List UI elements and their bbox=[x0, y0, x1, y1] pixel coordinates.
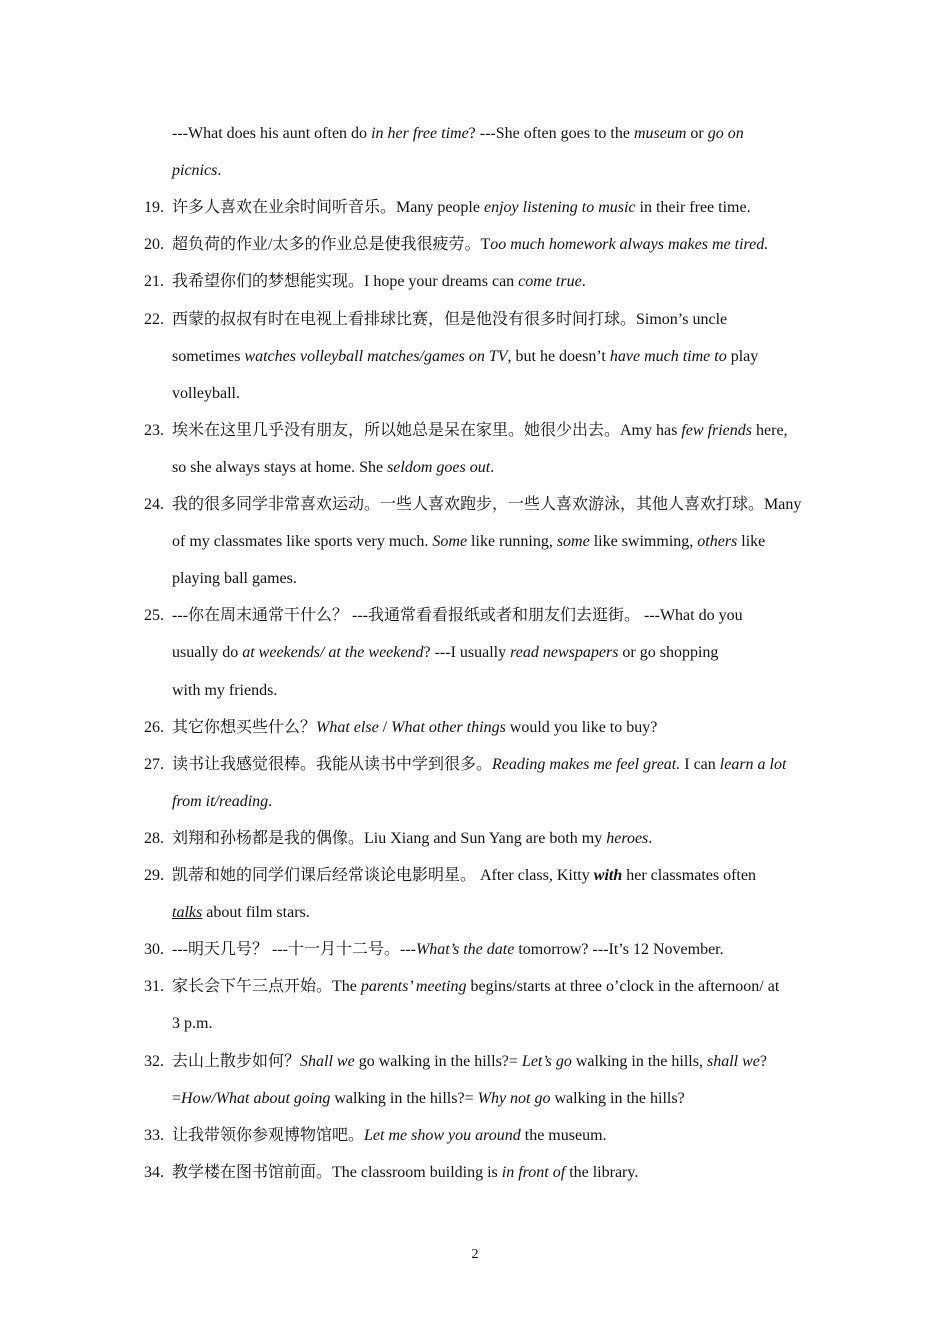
line-text bbox=[172, 894, 807, 931]
text-segment: the museum. bbox=[520, 1126, 607, 1144]
text-line bbox=[0, 301, 950, 338]
text-segment: go on bbox=[707, 125, 744, 142]
line-text bbox=[172, 375, 807, 412]
text-segment: or go shopping bbox=[618, 644, 719, 662]
text-segment: 3 p.m. bbox=[172, 1015, 213, 1033]
text-segment: come true bbox=[518, 273, 582, 291]
line-text bbox=[172, 449, 807, 486]
text-segment: others bbox=[697, 533, 738, 551]
text-segment: museum bbox=[633, 125, 687, 142]
text-line bbox=[0, 1043, 950, 1080]
text-segment: with bbox=[593, 867, 623, 884]
text-segment: ? bbox=[759, 1052, 767, 1070]
text-segment: 我的很多同学非常喜欢运动。一些人喜欢跑步，一些人喜欢游泳，其他人喜欢打球。Many bbox=[172, 496, 802, 513]
text-segment: Let’s go bbox=[521, 1052, 572, 1070]
text-segment: = bbox=[172, 1089, 182, 1107]
text-segment: ? ---I usually bbox=[423, 644, 511, 662]
text-segment: 我希望你们的梦想能实现。I hope your dreams can bbox=[172, 273, 519, 291]
text-line bbox=[0, 486, 950, 523]
text-segment: have much time to bbox=[609, 347, 727, 365]
text-segment: 其它你想买些什么？ bbox=[172, 718, 317, 736]
text-segment: What other things bbox=[391, 718, 506, 736]
text-segment: Shall we bbox=[300, 1052, 355, 1070]
line-text bbox=[172, 634, 807, 671]
text-line bbox=[0, 634, 950, 671]
item-number: 30. bbox=[144, 941, 164, 959]
text-segment: go walking in the hills?= bbox=[354, 1052, 522, 1070]
item-number: 32. bbox=[144, 1052, 164, 1070]
text-segment: walking in the hills? bbox=[550, 1089, 685, 1107]
line-text bbox=[172, 1117, 807, 1154]
text-line bbox=[0, 857, 950, 894]
text-segment: Some bbox=[432, 533, 468, 551]
line-text bbox=[172, 226, 807, 263]
line-text bbox=[172, 115, 807, 152]
text-segment: . bbox=[490, 458, 495, 476]
text-line bbox=[0, 1005, 950, 1042]
text-segment: playing ball games. bbox=[172, 570, 297, 588]
item-number: 27. bbox=[144, 755, 164, 773]
text-line bbox=[0, 338, 950, 375]
line-text bbox=[172, 263, 807, 300]
text-segment: in their free time. bbox=[635, 199, 751, 217]
text-segment: about film stars. bbox=[202, 904, 310, 922]
text-segment: begins/starts at three o’clock in the afternoon/ at bbox=[466, 978, 780, 996]
line-text bbox=[172, 152, 807, 189]
text-segment: What else bbox=[316, 718, 379, 736]
text-line bbox=[0, 263, 950, 300]
text-line bbox=[0, 672, 950, 709]
text-line bbox=[0, 783, 950, 820]
item-number: 19. bbox=[144, 199, 164, 217]
line-text bbox=[172, 301, 807, 338]
text-line bbox=[0, 115, 950, 152]
text-segment: , but he doesn’t bbox=[507, 347, 610, 365]
text-segment: 家长会下午三点开始。The bbox=[172, 978, 361, 996]
text-line bbox=[0, 152, 950, 189]
text-line bbox=[0, 375, 950, 412]
text-segment: ---明天几号？ ---十一月十二号。--- bbox=[172, 941, 416, 959]
text-line bbox=[0, 931, 950, 968]
item-number: 31. bbox=[144, 978, 164, 996]
text-line bbox=[0, 1080, 950, 1117]
line-text bbox=[172, 931, 807, 968]
text-segment: parents’ meeting bbox=[360, 978, 467, 996]
item-number: 29. bbox=[144, 867, 164, 884]
text-segment: Let me show you around bbox=[364, 1126, 521, 1144]
item-number: 24. bbox=[144, 496, 164, 513]
line-text bbox=[172, 820, 807, 857]
text-segment: 读书让我感觉很棒。我能从读书中学到很多。 bbox=[172, 755, 493, 773]
text-segment: in front of bbox=[501, 1163, 566, 1181]
text-segment: I can bbox=[680, 755, 720, 773]
text-line bbox=[0, 560, 950, 597]
line-text bbox=[172, 560, 807, 597]
text-segment: . bbox=[217, 162, 222, 180]
text-segment: of my classmates like sports very much. bbox=[172, 533, 433, 551]
line-text bbox=[172, 1043, 807, 1080]
text-segment: 去山上散步如何？ bbox=[172, 1052, 301, 1070]
text-segment: Reading makes me feel great. bbox=[492, 755, 681, 773]
text-segment: like bbox=[737, 533, 766, 551]
text-line bbox=[0, 1154, 950, 1191]
line-text bbox=[172, 746, 807, 783]
line-text bbox=[172, 968, 807, 1005]
text-segment: some bbox=[556, 533, 590, 551]
item-number: 23. bbox=[144, 421, 164, 439]
text-segment: oo much homework always makes me tired. bbox=[490, 236, 769, 254]
text-segment: enjoy listening to music bbox=[483, 199, 636, 217]
text-segment: ? ---She often goes to the bbox=[468, 125, 634, 142]
text-segment: 让我带领你参观博物馆吧。 bbox=[172, 1126, 365, 1144]
text-segment: 超负荷的作业/太多的作业总是使我很疲劳。T bbox=[172, 236, 491, 254]
line-text bbox=[172, 486, 807, 523]
item-number: 22. bbox=[144, 310, 164, 328]
text-segment: heroes bbox=[606, 829, 649, 847]
line-text bbox=[172, 338, 807, 375]
text-segment: with my friends. bbox=[172, 681, 278, 699]
text-segment: talks bbox=[172, 904, 203, 922]
text-line bbox=[0, 894, 950, 931]
text-segment: How/What about going bbox=[181, 1089, 331, 1107]
text-segment: so she always stays at home. She bbox=[172, 458, 388, 476]
text-segment: usually do bbox=[172, 644, 243, 662]
text-segment: in her free time bbox=[371, 125, 469, 142]
text-segment: Why not go bbox=[477, 1089, 551, 1107]
line-text bbox=[172, 1005, 807, 1042]
line-text bbox=[172, 1080, 807, 1117]
line-text bbox=[172, 857, 807, 894]
text-segment: like running, bbox=[467, 533, 557, 551]
text-segment: 刘翔和孙杨都是我的偶像。Liu Xiang and Sun Yang are both my bbox=[172, 829, 607, 847]
line-text bbox=[172, 189, 807, 226]
item-number: 25. bbox=[144, 607, 164, 625]
text-line bbox=[0, 226, 950, 263]
text-segment: play bbox=[726, 347, 759, 365]
item-number: 33. bbox=[144, 1126, 164, 1144]
text-line bbox=[0, 412, 950, 449]
text-line bbox=[0, 746, 950, 783]
line-text bbox=[172, 1154, 807, 1191]
text-segment: would you like to buy? bbox=[505, 718, 658, 736]
item-number: 28. bbox=[144, 829, 164, 847]
text-segment: . bbox=[581, 273, 586, 291]
text-segment: walking in the hills, bbox=[571, 1052, 707, 1070]
text-line bbox=[0, 1117, 950, 1154]
text-segment: read newspapers bbox=[510, 644, 619, 662]
line-text bbox=[172, 783, 807, 820]
text-segment: ---What does his aunt often do bbox=[172, 125, 372, 142]
text-segment: . bbox=[648, 829, 653, 847]
item-number: 34. bbox=[144, 1163, 164, 1181]
text-segment: 许多人喜欢在业余时间听音乐。Many people bbox=[172, 199, 484, 217]
text-segment: at weekends/ at the weekend bbox=[242, 644, 424, 662]
page-number: 2 bbox=[471, 1247, 479, 1262]
text-segment: . bbox=[268, 792, 273, 810]
text-line bbox=[0, 523, 950, 560]
text-line bbox=[0, 820, 950, 857]
text-segment: tomorrow? ---It’s 12 November. bbox=[514, 941, 724, 959]
line-text bbox=[172, 412, 807, 449]
text-segment: the library. bbox=[565, 1163, 639, 1181]
text-segment: like swimming, bbox=[589, 533, 698, 551]
text-line bbox=[0, 709, 950, 746]
text-segment: What’s the date bbox=[415, 941, 515, 959]
text-segment: or bbox=[686, 125, 708, 142]
text-segment: walking in the hills?= bbox=[330, 1089, 478, 1107]
item-number: 21. bbox=[144, 273, 164, 291]
text-segment: 埃米在这里几乎没有朋友，所以她总是呆在家里。她很少出去。Amy has bbox=[172, 421, 682, 439]
text-segment: ---你在周末通常干什么？ ---我通常看看报纸或者和朋友们去逛街。 ---What do you bbox=[172, 607, 743, 625]
text-segment: seldom goes out bbox=[387, 458, 491, 476]
text-segment: her classmates often bbox=[622, 867, 756, 884]
text-segment: 教学楼在图书馆前面。The classroom building is bbox=[172, 1163, 502, 1181]
text-segment: few friends bbox=[681, 421, 753, 439]
line-text bbox=[172, 672, 807, 709]
line-text bbox=[172, 597, 807, 634]
text-segment: 西蒙的叔叔有时在电视上看排球比赛，但是他没有很多时间打球。Simon’s uncle bbox=[172, 310, 728, 328]
text-segment: picnics bbox=[172, 162, 218, 180]
line-text bbox=[172, 523, 807, 560]
text-line bbox=[0, 968, 950, 1005]
text-segment: volleyball. bbox=[172, 384, 240, 402]
line-text bbox=[172, 709, 807, 746]
text-segment: shall we bbox=[706, 1052, 760, 1070]
text-segment: watches volleyball matches/games on TV bbox=[244, 347, 508, 365]
text-line bbox=[0, 189, 950, 226]
text-line bbox=[0, 449, 950, 486]
item-number: 26. bbox=[144, 718, 164, 736]
text-segment: from it/reading bbox=[172, 792, 269, 810]
item-number: 20. bbox=[144, 236, 164, 254]
text-segment: here, bbox=[752, 421, 788, 439]
text-segment: 凯蒂和她的同学们课后经常谈论电影明星。 After class, Kitty bbox=[172, 867, 594, 884]
text-segment: learn a lot bbox=[719, 755, 787, 773]
text-segment: sometimes bbox=[172, 347, 245, 365]
text-line bbox=[0, 597, 950, 634]
text-segment: / bbox=[378, 718, 392, 736]
